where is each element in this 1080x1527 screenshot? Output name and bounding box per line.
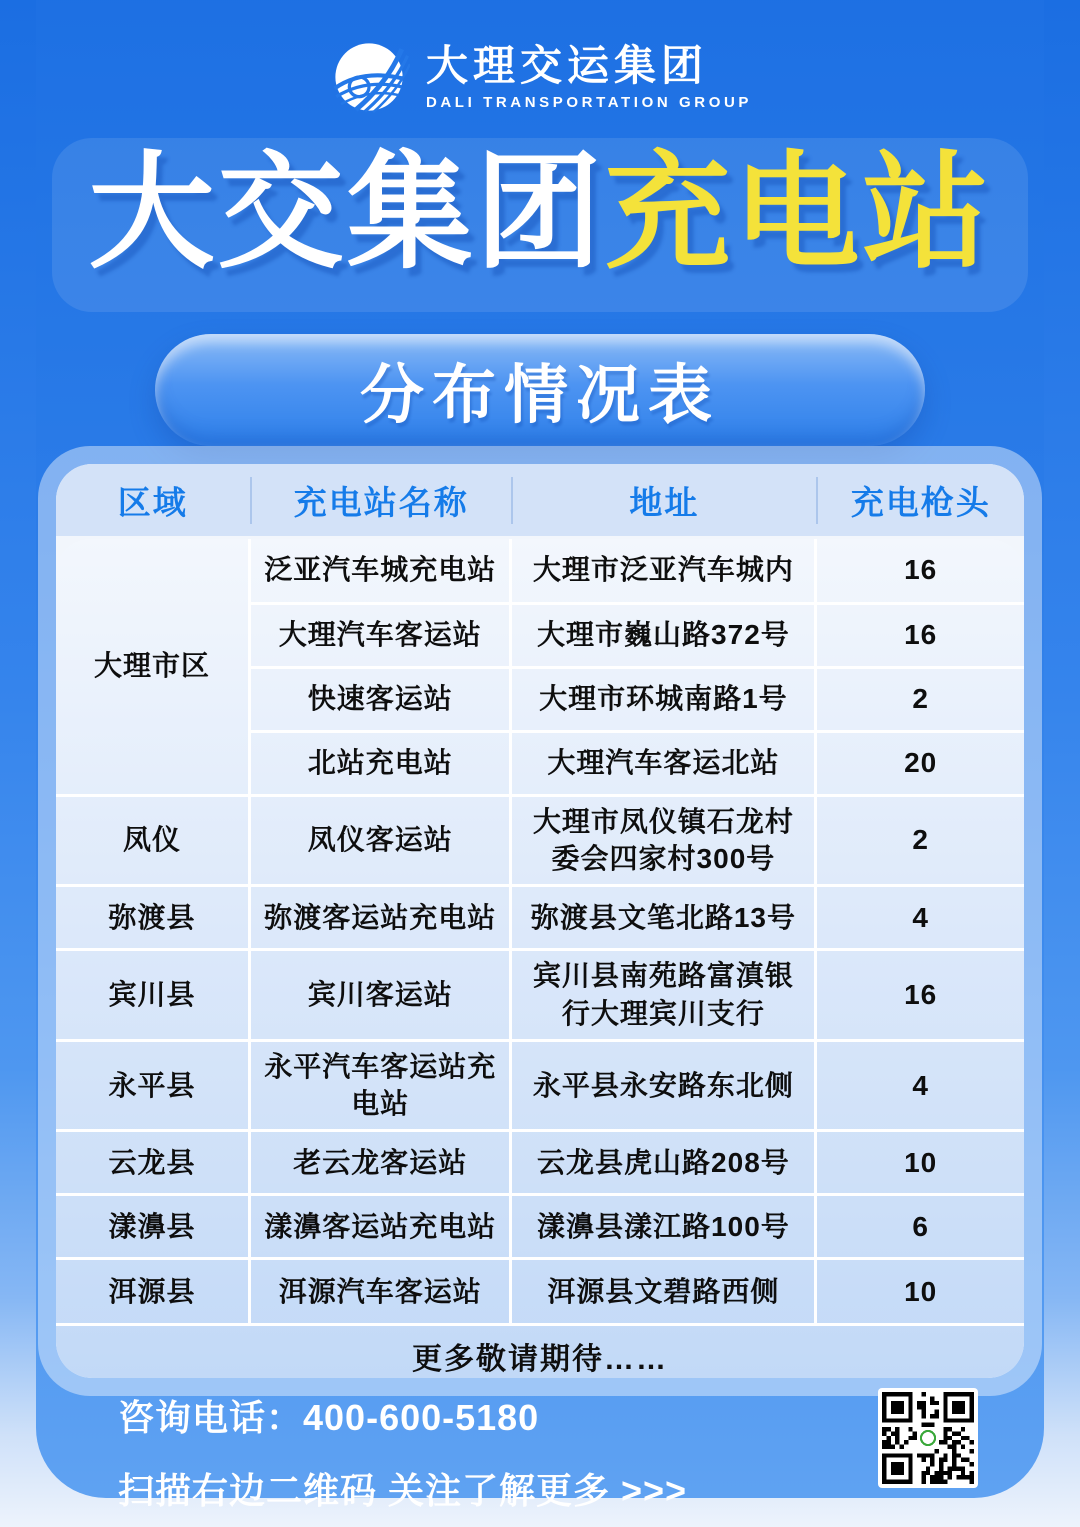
subtitle-text: 分布情况表 [360, 359, 720, 431]
gun-count-cell: 16 [816, 603, 1024, 667]
qr-code-pattern [882, 1392, 974, 1484]
station-name-cell: 宾川客运站 [250, 950, 511, 1041]
logo-emblem-icon [328, 36, 410, 118]
gun-count-cell: 10 [816, 1131, 1024, 1195]
table-row [56, 795, 1024, 886]
region-cell: 凤仪 [56, 795, 250, 886]
address-cell: 弥渡县文笔北路13号 [511, 886, 816, 950]
phone-line [118, 1390, 687, 1441]
qr-code [878, 1388, 978, 1488]
station-table-card [56, 464, 1024, 1378]
gun-count-cell: 4 [816, 886, 1024, 950]
gun-count-cell: 2 [816, 795, 1024, 886]
address-cell: 云龙县虎山路208号 [511, 1131, 816, 1195]
scan-hint-line: 扫描右边二维码 关注了解更多 >>> [118, 1470, 688, 1511]
region-cell: 大理市区 [94, 650, 211, 682]
table-row [56, 1259, 1024, 1323]
gun-count-cell: 2 [816, 667, 1024, 731]
station-name-cell: 老云龙客运站 [250, 1131, 511, 1195]
logo-name-en: DALI TRANSPORTATION GROUP [425, 93, 753, 111]
more-coming-row: 更多敬请期待…… [56, 1323, 1024, 1378]
station-name-cell: 弥渡客运站充电站 [250, 886, 511, 950]
station-table-wrapper [38, 446, 1042, 1396]
header-cell-region: 区域 [117, 483, 188, 521]
gun-count-cell: 20 [816, 731, 1024, 795]
address-cell: 大理汽车客运北站 [511, 731, 816, 795]
gun-count-cell: 16 [816, 950, 1024, 1041]
region-cell: 弥渡县 [56, 886, 250, 950]
region-cell: 漾濞县 [56, 1195, 250, 1259]
gun-count-cell: 6 [816, 1195, 1024, 1259]
station-name-cell: 大理汽车客运站 [250, 603, 511, 667]
station-table [56, 539, 1024, 1323]
table-row [56, 1195, 1024, 1259]
address-cell: 大理市泛亚汽车城内 [511, 539, 816, 603]
address-cell: 大理市巍山路372号 [511, 603, 816, 667]
station-name-cell: 北站充电站 [250, 731, 511, 795]
region-cell: 云龙县 [56, 1131, 250, 1195]
station-name-cell: 洱源汽车客运站 [250, 1259, 511, 1323]
region-cell: 永平县 [56, 1040, 250, 1131]
table-row [56, 886, 1024, 950]
address-cell: 大理市凤仪镇石龙村委会四家村300号 [511, 795, 816, 886]
title-white-part: 大交集团 [88, 142, 605, 283]
subtitle-pill [155, 334, 925, 446]
page-title [0, 128, 1080, 298]
address-cell: 洱源县文碧路西侧 [511, 1259, 816, 1323]
gun-count-cell: 10 [816, 1259, 1024, 1323]
address-cell: 漾濞县漾江路100号 [511, 1195, 816, 1259]
address-cell: 大理市环城南路1号 [511, 667, 816, 731]
station-name-cell: 凤仪客运站 [250, 795, 511, 886]
address-cell: 永平县永安路东北侧 [511, 1040, 816, 1131]
header-cell-station-name: 充电站名称 [250, 477, 511, 524]
table-header-row [56, 464, 1024, 536]
address-cell: 宾川县南苑路富滇银行大理宾川支行 [511, 950, 816, 1041]
gun-count-cell: 16 [816, 539, 1024, 603]
region-cell: 洱源县 [56, 1259, 250, 1323]
contact-block [118, 1390, 687, 1514]
table-row [56, 539, 1024, 603]
table-row [56, 1131, 1024, 1195]
logo-name-cn: 大理交运集团 [425, 42, 708, 90]
phone-number: 400-600-5180 [303, 1397, 540, 1438]
table-row [56, 1040, 1024, 1131]
station-name-cell: 快速客运站 [250, 667, 511, 731]
gun-count-cell: 4 [816, 1040, 1024, 1131]
station-name-cell: 永平汽车客运站充电站 [250, 1040, 511, 1131]
logo [0, 36, 1080, 118]
header-cell-address: 地址 [511, 477, 816, 524]
title-yellow-part: 充电站 [604, 142, 992, 283]
table-data-area [56, 539, 1024, 1378]
header-cell-guns: 充电枪头 [816, 477, 1024, 524]
region-cell: 宾川县 [56, 950, 250, 1041]
phone-label: 咨询电话： [118, 1397, 304, 1438]
station-name-cell: 漾濞客运站充电站 [250, 1195, 511, 1259]
station-name-cell: 泛亚汽车城充电站 [250, 539, 511, 603]
table-row [56, 950, 1024, 1041]
station-table-body [56, 539, 1024, 1323]
